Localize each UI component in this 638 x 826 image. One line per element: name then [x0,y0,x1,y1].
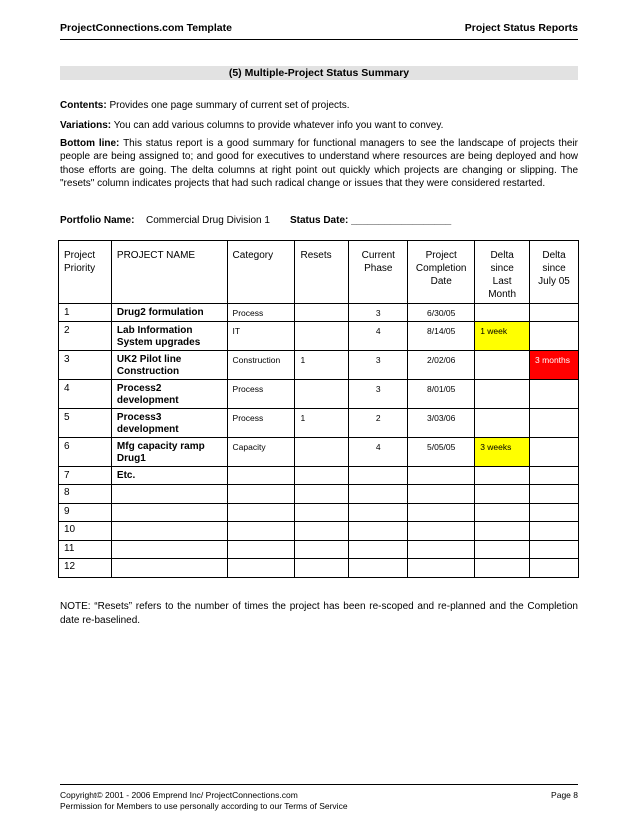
cell-phase: 3 [349,351,408,380]
cell-empty [408,485,475,504]
cell-empty [349,503,408,522]
contents-text: Provides one page summary of current set of projects. [109,100,350,111]
table-row [59,409,579,438]
variations-paragraph [60,119,578,132]
cell-empty [295,540,349,559]
cell-project-name: UK2 Pilot line Construction [111,351,227,380]
table-row [59,522,579,541]
table-header-row [59,241,579,304]
cell-delta-last: 3 weeks [475,438,530,467]
cell-phase: 3 [349,304,408,322]
header-project-name: PROJECT NAME [111,241,227,304]
cell-delta-last [475,351,530,380]
header-delta-last-month: Delta since Last Month [475,241,530,304]
cell-project-name: Etc. [111,467,227,485]
cell-empty [475,559,530,578]
cell-priority: 4 [59,380,112,409]
header-priority: Project Priority [59,241,112,304]
bottom-line-label: Bottom line: [60,138,120,149]
header-right: Project Status Reports [464,22,578,34]
cell-resets [295,467,349,485]
cell-priority: 8 [59,485,112,504]
cell-empty [295,522,349,541]
cell-completion: 8/01/05 [408,380,475,409]
cell-phase: 4 [349,438,408,467]
cell-empty [530,559,579,578]
cell-empty [227,559,295,578]
cell-delta-last [475,467,530,485]
cell-resets [295,380,349,409]
cell-phase [349,467,408,485]
status-table [58,240,579,578]
cell-completion: 2/02/06 [408,351,475,380]
bottom-line-text: This status report is a good summary for functional managers to see the landscape of projects their people are being assigned to; and good for executives to understand where resources are being deployed and how those efforts are going. The delta columns at right point out quickly which projects are changing or slipping. The "resets" column indicates projects that had such radical change or issues that they were considered restarted. [60,138,579,189]
footer-permission: Permission for Members to use personally according to our Terms of Service [60,801,348,811]
cell-empty [295,559,349,578]
cell-project-name: Mfg capacity ramp Drug1 [111,438,227,467]
cell-empty [111,559,227,578]
cell-priority: 10 [59,522,112,541]
cell-empty [475,503,530,522]
cell-delta-last: 1 week [475,322,530,351]
cell-empty [475,522,530,541]
cell-priority: 6 [59,438,112,467]
table-row [59,540,579,559]
cell-empty [475,540,530,559]
cell-delta-july [530,304,579,322]
variations-label: Variations: [60,120,112,131]
table-row [59,351,579,380]
cell-empty [295,485,349,504]
cell-empty [111,540,227,559]
cell-empty [111,485,227,504]
variations-text: You can add various columns to provide whatever info you want to convey. [113,120,444,131]
portfolio-name-label: Portfolio Name: [60,215,135,226]
page-header [60,20,578,40]
cell-empty [408,559,475,578]
cell-category: Process [227,409,295,438]
cell-project-name: Drug2 formulation [111,304,227,322]
cell-empty [408,522,475,541]
cell-category: Process [227,304,295,322]
footer-copyright: Copyright© 2001 - 2006 Emprend Inc/ ProjectConnections.com [60,790,298,800]
cell-resets: 1 [295,409,349,438]
cell-category [227,467,295,485]
cell-empty [227,522,295,541]
table-row [59,322,579,351]
cell-category: Construction [227,351,295,380]
cell-resets: 1 [295,351,349,380]
cell-delta-last [475,380,530,409]
contents-paragraph [60,99,578,112]
table-row [59,559,579,578]
cell-completion: 3/03/06 [408,409,475,438]
cell-empty [227,503,295,522]
cell-phase: 3 [349,380,408,409]
page-number: Page 8 [551,790,578,800]
cell-empty [530,503,579,522]
cell-empty [349,559,408,578]
cell-category: Capacity [227,438,295,467]
cell-priority: 12 [59,559,112,578]
cell-priority: 3 [59,351,112,380]
table-row [59,438,579,467]
header-category: Category [227,241,295,304]
cell-empty [408,503,475,522]
cell-delta-july: 3 months [530,351,579,380]
cell-project-name: Lab Information System upgrades [111,322,227,351]
status-date-label: Status Date: __________________ [290,215,452,226]
cell-category: IT [227,322,295,351]
cell-completion: 8/14/05 [408,322,475,351]
page-footer [60,784,578,812]
cell-empty [530,540,579,559]
cell-delta-july [530,409,579,438]
cell-completion [408,467,475,485]
cell-delta-july [530,322,579,351]
table-row [59,380,579,409]
header-completion-date: Project Completion Date [408,241,475,304]
table-row [59,467,579,485]
cell-delta-last [475,304,530,322]
cell-priority: 1 [59,304,112,322]
cell-resets [295,304,349,322]
cell-category: Process [227,380,295,409]
bottom-line-paragraph [60,137,578,190]
cell-priority: 2 [59,322,112,351]
cell-delta-last [475,409,530,438]
cell-priority: 5 [59,409,112,438]
cell-completion: 5/05/05 [408,438,475,467]
cell-empty [349,485,408,504]
cell-empty [408,540,475,559]
cell-delta-july [530,467,579,485]
cell-empty [475,485,530,504]
cell-priority: 7 [59,467,112,485]
cell-resets [295,322,349,351]
cell-empty [349,522,408,541]
cell-empty [530,485,579,504]
cell-priority: 11 [59,540,112,559]
cell-empty [295,503,349,522]
section-title: (5) Multiple-Project Status Summary [60,66,578,80]
cell-phase: 4 [349,322,408,351]
cell-empty [227,485,295,504]
header-delta-july: Delta since July 05 [530,241,579,304]
cell-empty [111,522,227,541]
cell-empty [349,540,408,559]
header-left: ProjectConnections.com Template [60,22,232,34]
contents-label: Contents: [60,100,107,111]
header-resets: Resets [295,241,349,304]
cell-empty [530,522,579,541]
cell-delta-july [530,438,579,467]
cell-resets [295,438,349,467]
cell-empty [227,540,295,559]
cell-project-name: Process2 development [111,380,227,409]
cell-phase: 2 [349,409,408,438]
cell-completion: 6/30/05 [408,304,475,322]
cell-empty [111,503,227,522]
table-row [59,304,579,322]
cell-project-name: Process3 development [111,409,227,438]
table-row [59,485,579,504]
portfolio-name-value: Commercial Drug Division 1 [146,215,270,226]
cell-delta-july [530,380,579,409]
cell-priority: 9 [59,503,112,522]
resets-note: NOTE: “Resets” refers to the number of times the project has been re-scoped and re-planned and the Completion date re-baselined. [60,601,578,626]
header-current-phase: Current Phase [349,241,408,304]
table-row [59,503,579,522]
